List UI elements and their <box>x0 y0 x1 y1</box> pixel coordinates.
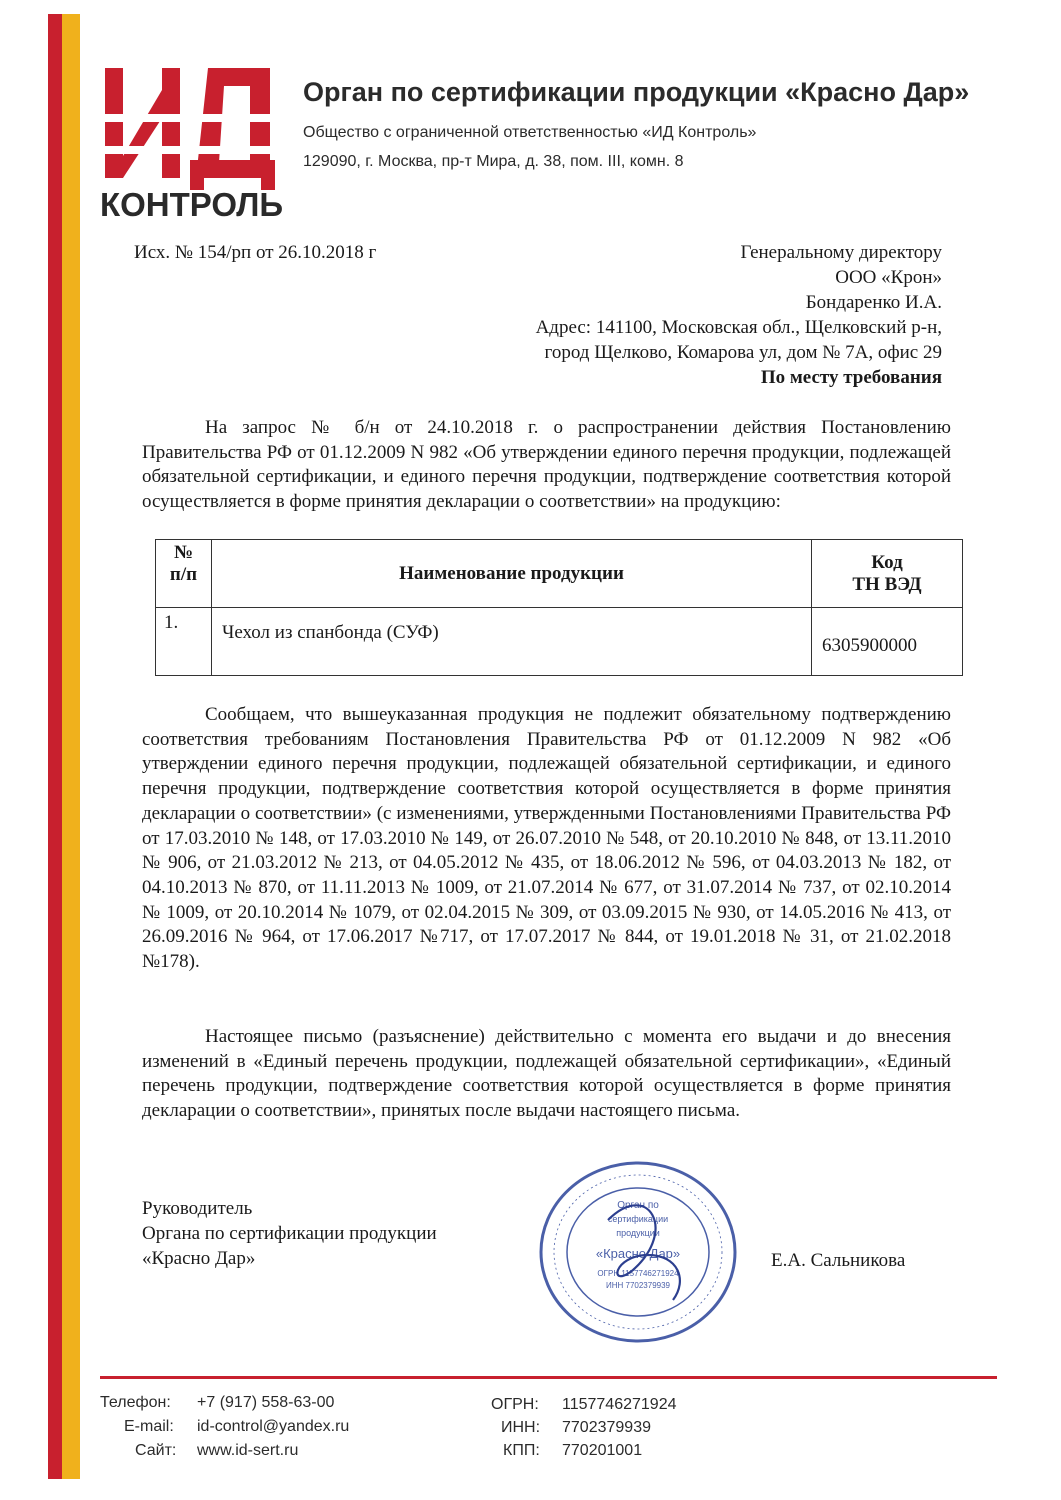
signer-role-3: «Красно Дар» <box>142 1248 256 1269</box>
col-code-header <box>812 540 963 608</box>
col-num-line-2: п/п <box>169 564 198 585</box>
side-stripe-gold <box>62 14 80 1479</box>
main-paragraph: Сообщаем, что вышеуказанная продукция не подлежит обязательному подтверждению соответствия требованиям Постановления Правительства РФ от 01.12.2009 N 982 «Об утверждении единого перечня продукции, подлежащей обязательной сертификации, и единого перечня продукции, подтверждение соответствия которой осуществляется в форме принятия декларации о соответствии» (с изменениями, утвержденными Постановлениями Правительства РФ от 17.03.2010 № 148, от 17.03.2010 № 149, от 26.07.2010 № 548, от 20.10.2010 № 848, от 13.11.2010 № 906, от 21.03.2012 № 213, от 04.05.2012 № 435, от 18.06.2012 № 596, от 04.03.2013 № 182, от 04.10.2013 № 870, от 11.11.2013 № 1009, от 21.07.2014 № 677, от 31.07.2014 № 737, от 02.10.2014 № 1009, от 20.10.2014 № 1079, от 02.04.2015 № 309, от 03.09.2015 № 930, от 14.05.2016 № 413, от 26.09.2016 № 964, от 17.06.2017 №717, от 17.07.2017 № 844, от 19.01.2018 № 31, от 21.02.2018 №178). <box>142 704 951 973</box>
ogrn-value: 1157746271924 <box>562 1396 677 1413</box>
stamp-inn: ИНН 7702379939 <box>605 1281 671 1290</box>
phone-label: Телефон: <box>100 1394 171 1411</box>
recipient-line-1: Генеральному директору <box>740 242 942 263</box>
logo-wordmark: КОНТРОЛЬ <box>100 186 284 223</box>
kpp-label: КПП: <box>503 1442 540 1459</box>
phone-value: +7 (917) 558-63-00 <box>197 1394 335 1411</box>
svg-text:продукции: продукции <box>616 1228 660 1238</box>
row-num: 1. <box>156 608 212 676</box>
col-code-line-1: Код <box>871 551 903 573</box>
recipient-line-3: Бондаренко И.А. <box>805 292 942 313</box>
table-row <box>156 608 963 676</box>
outgoing-number: Исх. № 154/рп от 26.10.2018 г <box>134 242 377 263</box>
inn-value: 7702379939 <box>562 1419 651 1436</box>
col-name-header: Наименование продукции <box>212 540 812 608</box>
recipient-line-6: По месту требования <box>760 367 942 388</box>
side-stripe-red <box>48 14 62 1479</box>
site-value: www.id-sert.ru <box>197 1442 299 1459</box>
email-label: E-mail: <box>124 1418 174 1435</box>
table-header-row <box>156 540 963 608</box>
validity-paragraph: Настоящее письмо (разъяснение) действительно с момента его выдачи и до внесения изменений в «Единый перечень продукции, подлежащей обязательной сертификации», «Единый перечень продукции, подтверждение соответствия которой осуществляется в форме принятия декларации о соответствии», принятых после выдачи настоящего письма. <box>142 1026 951 1122</box>
inn-label: ИНН: <box>501 1419 541 1436</box>
org-title: Орган по сертификации продукции «Красно Дар» <box>303 77 970 107</box>
stamp-ogrn: ОГРН 1157746271924 <box>597 1269 679 1278</box>
intro-paragraph: На запрос № б/н от 24.10.2018 г. о распространении действия Постановлению Правительства РФ от 01.12.2009 N 982 «Об утверждении единого перечня продукции, подлежащей обязательной сертификации, и единого перечня продукции, подтверждение соответствия которой осуществляется в форме принятия декларации о соответствии» на продукцию: <box>142 417 951 513</box>
official-stamp <box>538 1160 738 1345</box>
col-num-line-1: № <box>173 542 194 563</box>
product-table <box>155 539 963 676</box>
signer-role-1: Руководитель <box>142 1198 253 1219</box>
recipient-line-5: город Щелково, Комарова ул, дом № 7А, офис 29 <box>544 342 942 363</box>
kpp-value: 770201001 <box>562 1442 643 1459</box>
svg-text:сертификации: сертификации <box>607 1214 669 1224</box>
recipient-line-4: Адрес: 141100, Московская обл., Щелковский р-н, <box>535 317 942 338</box>
recipient-line-2: ООО «Крон» <box>835 267 942 288</box>
signer-role-2: Органа по сертификации продукции <box>142 1223 437 1244</box>
email-value: id-control@yandex.ru <box>197 1418 350 1435</box>
signer-name: Е.А. Сальникова <box>771 1250 906 1271</box>
col-num-header <box>156 540 212 608</box>
site-label: Сайт: <box>135 1442 177 1459</box>
svg-text:Орган по: Орган по <box>617 1200 659 1211</box>
row-code: 6305900000 <box>812 608 963 676</box>
company-address: 129090, г. Москва, пр-т Мира, д. 38, пом. III, комн. 8 <box>303 153 684 170</box>
row-product-name: Чехол из спанбонда (СУФ) <box>212 608 812 676</box>
footer-divider <box>100 1376 997 1379</box>
ogrn-label: ОГРН: <box>491 1396 539 1413</box>
stamp-center-text: «Красно Дар» <box>595 1246 681 1261</box>
company-name: Общество с ограниченной ответственностью «ИД Контроль» <box>303 124 757 141</box>
col-code-line-2: ТН ВЭД <box>852 573 922 595</box>
